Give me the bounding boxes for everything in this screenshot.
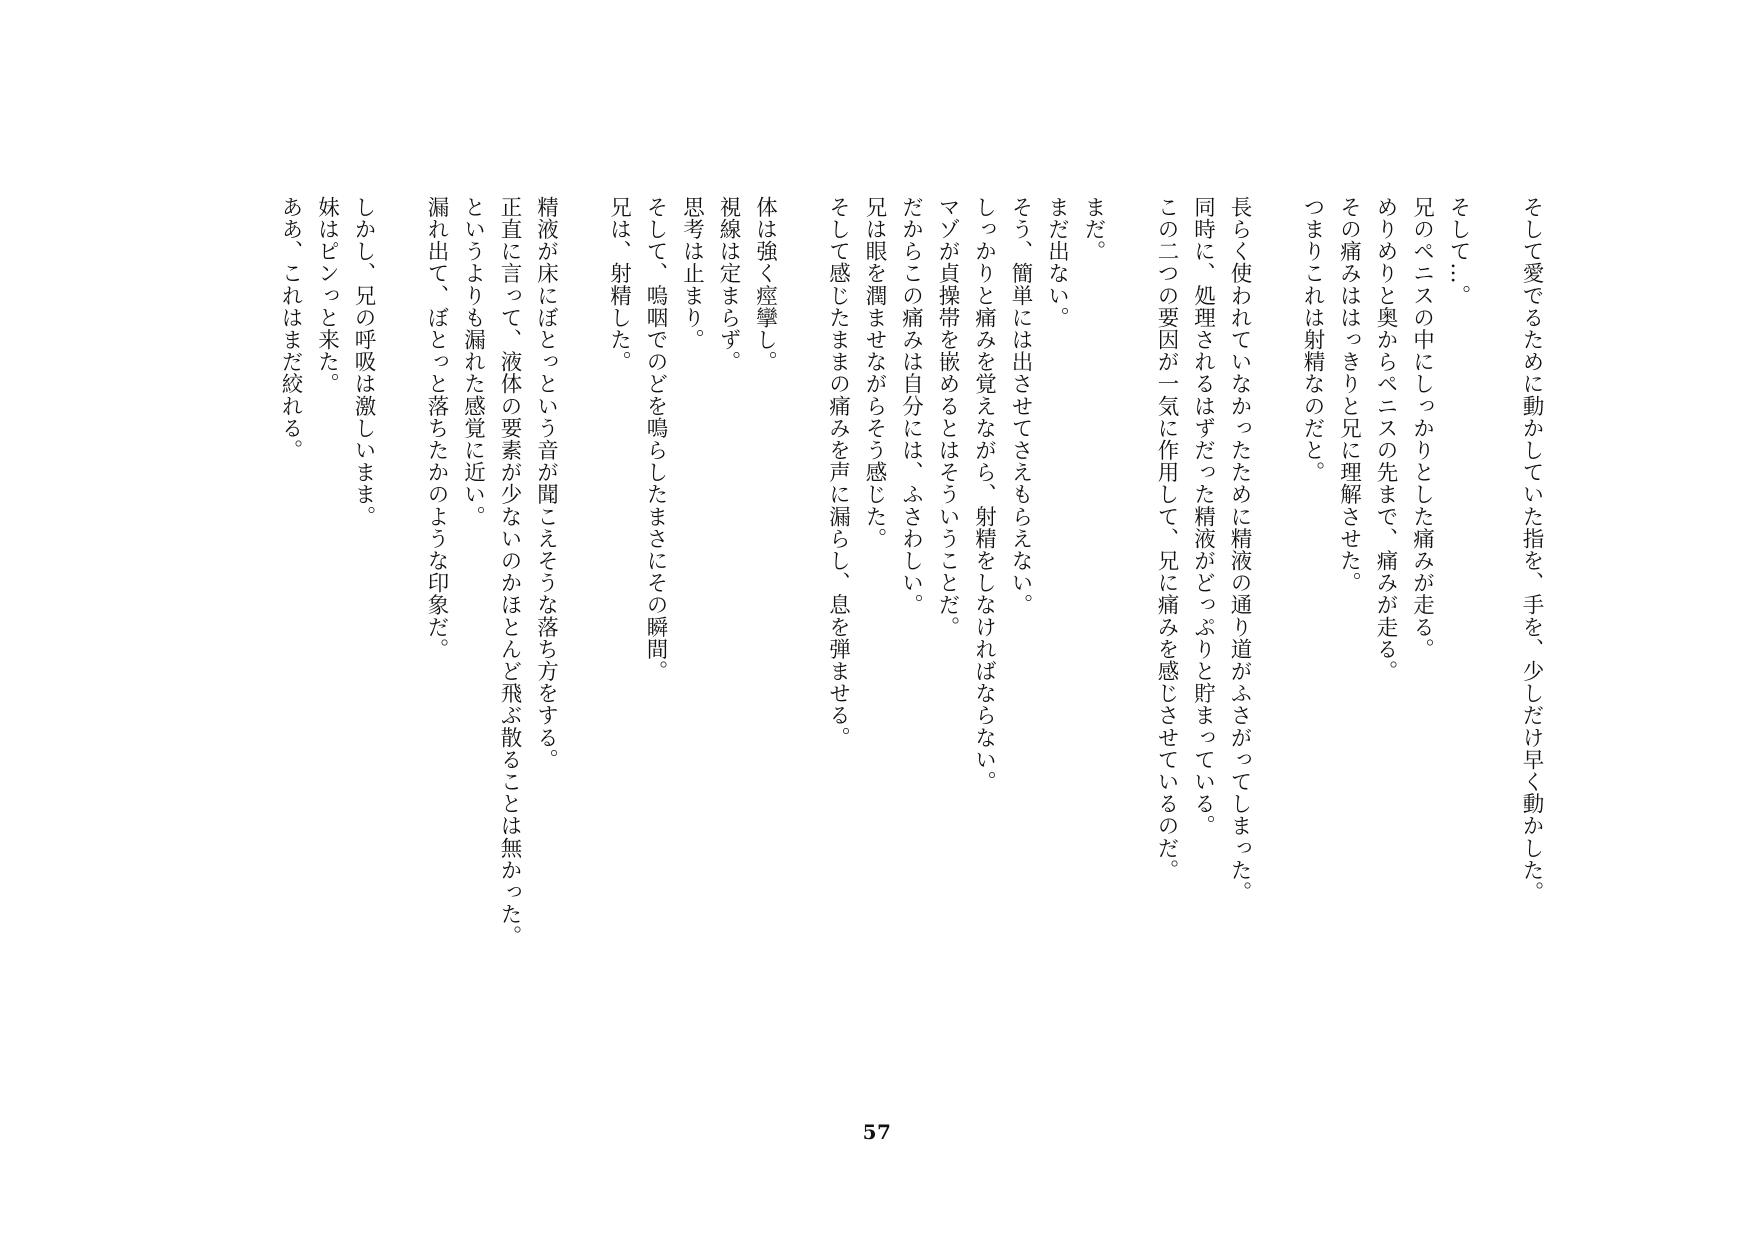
vertical-body-text [169,196,1549,956]
text-line: だからこの痛みは自分には、ふさわしい。 [898,196,924,616]
text-line: そう、簡単には出させてさえもらえない。 [1008,196,1033,616]
text-line: そして愛でるために動かしていた指を、手を、少しだけ早く動かした。 [1519,196,1544,904]
text-line: その痛みははっきりと兄に理解させた。 [1336,196,1362,594]
text-line: 漏れ出て、ぼとっと落ちたかのような印象だ。 [424,196,449,661]
page-number: 57 [862,1120,892,1144]
text-line: めりめりと奥からペニスの先まで、痛みが走る。 [1373,196,1398,683]
paragraph-gap [381,196,418,956]
text-line: 思考は止まり。 [679,196,705,351]
text-line: マゾが貞操帯を嵌めるとはそういうことだ。 [935,196,960,638]
text-line: 兄は眼を潤ませながらそう感じた。 [862,196,887,550]
paragraph-gap [564,196,601,956]
paragraph-gap [1257,196,1294,956]
text-line: まだ。 [1081,196,1106,263]
text-line: 正直に言って、液体の要素が少ないのかほとんど飛ぶ散ることは無かった。 [497,196,522,948]
text-line: そして感じたままの痛みを声に漏らし、息を弾ませる。 [825,196,851,749]
text-line: というよりも漏れた感覚に近い。 [460,196,486,528]
text-line: ああ、これはまだ絞れる。 [278,196,303,462]
paragraph-gap [1476,196,1513,956]
text-line: 精液が床にぼとっという音が聞こえそうな落ち方をする。 [533,196,559,771]
text-line: 妹はピンっと来た。 [314,196,340,395]
text-line: この二つの要因が一気に作用して、兄に痛みを感じさせているのだ。 [1154,196,1179,882]
text-line: つまりこれは射精なのだと。 [1300,196,1325,484]
paragraph-gap [783,196,820,956]
paragraph-gap [1111,196,1148,956]
text-line: しっかりと痛みを覚えながら、射精をしなければならない。 [971,196,997,793]
text-line: しかし、兄の呼吸は激しいまま。 [351,196,376,528]
text-line: 視線は定まらず。 [716,196,741,373]
text-line: そして…。 [1446,196,1471,307]
text-line: まだ出ない。 [1044,196,1070,329]
text-line: 長らく使われていなかったために精液の通り道がふさがってしまった。 [1227,196,1252,904]
text-line: 同時に、処理されるはずだった精液がどっぷりと貯まっている。 [1190,196,1216,837]
text-line: 体は強く痙攣し。 [752,196,778,373]
text-line: そして、嗚咽でのどを鳴らしたまさにその瞬間。 [643,196,668,683]
text-line: 兄は、射精した。 [606,196,632,373]
text-line: 兄のペニスの中にしっかりとした痛みが走る。 [1409,196,1435,661]
